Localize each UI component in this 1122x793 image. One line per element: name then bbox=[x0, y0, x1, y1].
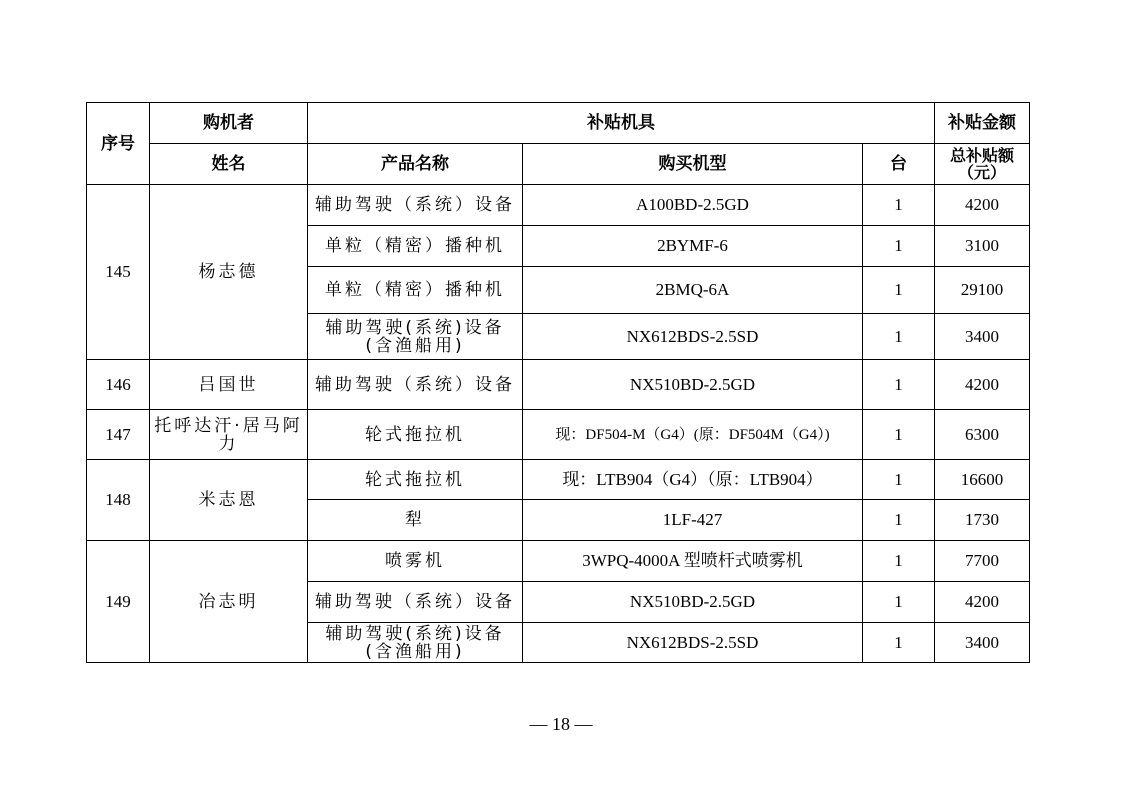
item-product: 辅助驾驶(系统)设备(含渔船用) bbox=[308, 623, 523, 663]
table-row bbox=[87, 360, 1030, 410]
item-model: 1LF-427 bbox=[523, 500, 863, 541]
header-buyer-name: 姓名 bbox=[150, 144, 308, 185]
item-product: 单粒（精密）播种机 bbox=[308, 226, 523, 267]
item-amount: 3100 bbox=[935, 226, 1030, 267]
item-product: 犁 bbox=[308, 500, 523, 541]
item-qty: 1 bbox=[863, 541, 935, 582]
item-model: 现：DF504-M（G4）(原：DF504M（G4）) bbox=[523, 410, 863, 460]
item-model: NX612BDS-2.5SD bbox=[523, 623, 863, 663]
item-qty: 1 bbox=[863, 226, 935, 267]
row-buyer-name: 杨志德 bbox=[150, 185, 308, 360]
item-qty: 1 bbox=[863, 185, 935, 226]
item-model: NX510BD-2.5GD bbox=[523, 360, 863, 410]
header-seq: 序号 bbox=[87, 103, 150, 185]
item-model: 现：LTB904（G4）（原：LTB904） bbox=[523, 460, 863, 500]
item-model: 2BMQ-6A bbox=[523, 267, 863, 314]
header-amount-group: 补贴金额 bbox=[935, 103, 1030, 144]
item-amount: 29100 bbox=[935, 267, 1030, 314]
table-row bbox=[87, 460, 1030, 500]
item-qty: 1 bbox=[863, 267, 935, 314]
row-seq: 145 bbox=[87, 185, 150, 360]
item-qty: 1 bbox=[863, 460, 935, 500]
item-model: NX612BDS-2.5SD bbox=[523, 314, 863, 360]
item-product: 辅助驾驶（系统）设备 bbox=[308, 360, 523, 410]
item-qty: 1 bbox=[863, 623, 935, 663]
item-model: 3WPQ-4000A 型喷杆式喷雾机 bbox=[523, 541, 863, 582]
table-row bbox=[87, 541, 1030, 582]
row-seq: 146 bbox=[87, 360, 150, 410]
header-total-amount: 总补贴额（元） bbox=[935, 144, 1030, 185]
item-qty: 1 bbox=[863, 360, 935, 410]
header-quantity: 台 bbox=[863, 144, 935, 185]
header-model: 购买机型 bbox=[523, 144, 863, 185]
item-amount: 1730 bbox=[935, 500, 1030, 541]
item-amount: 7700 bbox=[935, 541, 1030, 582]
subsidy-table bbox=[86, 102, 1030, 663]
item-amount: 4200 bbox=[935, 360, 1030, 410]
item-product: 辅助驾驶（系统）设备 bbox=[308, 185, 523, 226]
table-row bbox=[87, 185, 1030, 226]
item-amount: 3400 bbox=[935, 623, 1030, 663]
item-amount: 16600 bbox=[935, 460, 1030, 500]
item-model: NX510BD-2.5GD bbox=[523, 582, 863, 623]
row-buyer-name: 托呼达汗·居马阿力 bbox=[150, 410, 308, 460]
page-number: — 18 — bbox=[529, 714, 593, 734]
item-product: 轮式拖拉机 bbox=[308, 410, 523, 460]
item-qty: 1 bbox=[863, 582, 935, 623]
item-product: 单粒（精密）播种机 bbox=[308, 267, 523, 314]
row-seq: 147 bbox=[87, 410, 150, 460]
row-seq: 148 bbox=[87, 460, 150, 541]
item-product: 辅助驾驶(系统)设备(含渔船用) bbox=[308, 314, 523, 360]
table-row bbox=[87, 410, 1030, 460]
row-buyer-name: 米志恩 bbox=[150, 460, 308, 541]
header-row-1 bbox=[87, 103, 1030, 144]
item-qty: 1 bbox=[863, 314, 935, 360]
item-amount: 6300 bbox=[935, 410, 1030, 460]
item-amount: 4200 bbox=[935, 185, 1030, 226]
item-product: 辅助驾驶（系统）设备 bbox=[308, 582, 523, 623]
header-row-2 bbox=[87, 144, 1030, 185]
header-product-name: 产品名称 bbox=[308, 144, 523, 185]
header-machine-group: 补贴机具 bbox=[308, 103, 935, 144]
item-qty: 1 bbox=[863, 500, 935, 541]
item-product: 轮式拖拉机 bbox=[308, 460, 523, 500]
item-model: 2BYMF-6 bbox=[523, 226, 863, 267]
row-buyer-name: 吕国世 bbox=[150, 360, 308, 410]
item-qty: 1 bbox=[863, 410, 935, 460]
item-product: 喷雾机 bbox=[308, 541, 523, 582]
row-buyer-name: 冶志明 bbox=[150, 541, 308, 663]
item-amount: 3400 bbox=[935, 314, 1030, 360]
row-seq: 149 bbox=[87, 541, 150, 663]
item-amount: 4200 bbox=[935, 582, 1030, 623]
item-model: A100BD-2.5GD bbox=[523, 185, 863, 226]
header-buyer-group: 购机者 bbox=[150, 103, 308, 144]
